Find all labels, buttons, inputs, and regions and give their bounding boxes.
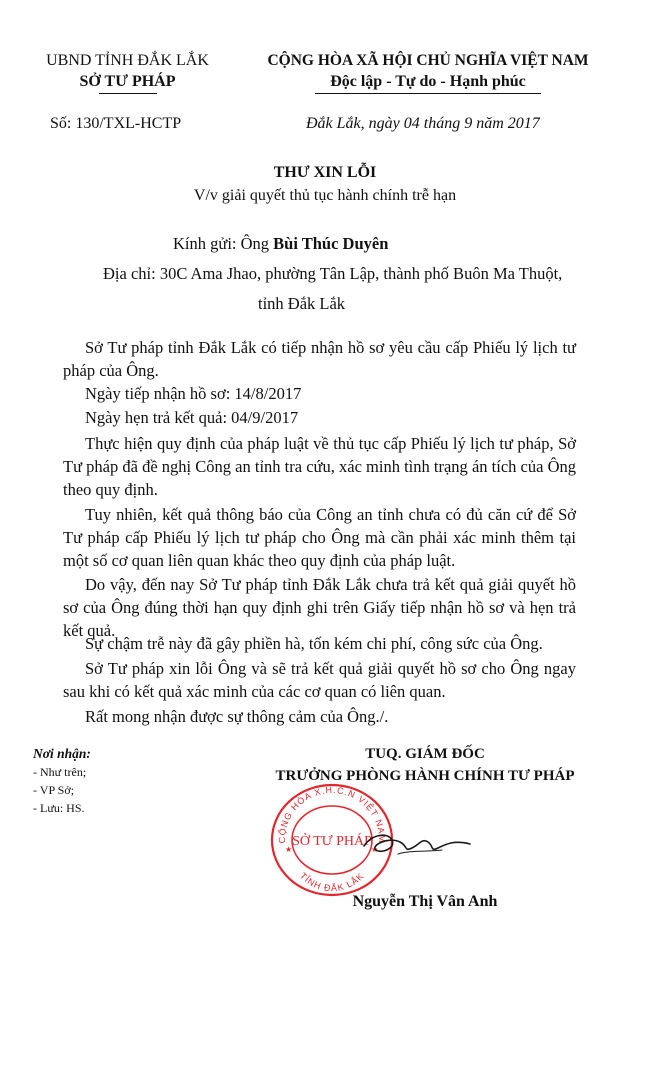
seal-star-right: ★	[371, 845, 379, 854]
paragraph-7: Rất mong nhận được sự thông cảm của Ông./.	[85, 707, 389, 726]
paragraph-5: Sự chậm trễ này đã gây phiền hà, tốn kém chi phí, công sức của Ông.	[85, 634, 543, 653]
due-date: Ngày hẹn trả kết quả: 04/9/2017	[85, 408, 299, 427]
nation-block	[246, 50, 610, 94]
paragraph-3: Tuy nhiên, kết quả thông báo của Công an tỉnh chưa có đủ căn cứ để Sở Tư pháp cấp Phiếu lý lịch tư pháp cho Ông mà cần phải xác minh thêm tại một số cơ quan liên quan khác theo quy định của pháp luật.	[63, 505, 576, 570]
paragraph-4: Do vậy, đến nay Sở Tư pháp tỉnh Đắk Lắk chưa trả kết quả giải quyết hồ sơ của Ông đúng thời hạn quy định ghi trên Giấy tiếp nhận hồ sơ và hẹn trả kết quả.	[63, 575, 576, 640]
signature-title-1: TUQ. GIÁM ĐỐC	[365, 746, 485, 762]
org-underline	[99, 93, 157, 94]
recipient-name: Bùi Thúc Duyên	[273, 234, 389, 253]
handwritten-signature	[358, 818, 478, 868]
greeting-prefix: Kính gửi: Ông	[173, 234, 274, 253]
recipient-item: - VP Sở;	[33, 783, 75, 797]
recipient-item: - Như trên;	[33, 765, 87, 779]
seal-star-left: ★	[285, 845, 293, 854]
recipient-address: Địa chỉ: 30C Ama Jhao, phường Tân Lập, thành phố Buôn Ma Thuột,	[103, 264, 563, 283]
motto: Độc lập - Tự do - Hạnh phúc	[330, 73, 526, 90]
department-name: SỞ TƯ PHÁP	[79, 73, 176, 90]
seal-ring-bottom: TỈNH ĐẮK LẮK	[297, 870, 367, 894]
recipients-label: Nơi nhận:	[33, 746, 91, 761]
place-date: Đắk Lắk, ngày 04 tháng 9 năm 2017	[306, 115, 540, 132]
org-block	[40, 50, 215, 94]
seal-center-text: SỞ TƯ PHÁP	[292, 834, 372, 849]
signer-name: Nguyễn Thị Vân Anh	[352, 893, 498, 910]
paragraph-1: Sở Tư pháp tỉnh Đắk Lắk có tiếp nhận hồ sơ yêu cầu cấp Phiếu lý lịch tư pháp của Ông.	[63, 338, 576, 380]
paragraph-6: Sở Tư pháp xin lỗi Ông và sẽ trả kết quả giải quyết hồ sơ cho Ông ngay sau khi có kết quả xác minh của các cơ quan có liên quan.	[63, 659, 576, 701]
seal-ring-top: CỘNG HÒA X.H.C.N VIỆT NAM	[276, 784, 388, 844]
recipients-block	[33, 745, 91, 817]
paragraph-2: Thực hiện quy định của pháp luật về thủ tục cấp Phiếu lý lịch tư pháp, Sở Tư pháp đã đề nghị Công an tỉnh tra cứu, xác minh tình trạng án tích của Ông theo quy định.	[63, 434, 576, 499]
org-name: UBND TỈNH ĐẮK LẮK	[46, 52, 209, 69]
letter-subject: V/v giải quyết thủ tục hành chính trễ hạn	[193, 187, 457, 204]
greeting	[173, 234, 388, 254]
motto-underline	[315, 93, 541, 94]
recipient-item: - Lưu: HS.	[33, 801, 85, 815]
received-date: Ngày tiếp nhận hồ sơ: 14/8/2017	[85, 384, 302, 403]
letter-title: THƯ XIN LỖI	[273, 164, 377, 181]
recipient-address-cont: tỉnh Đắk Lắk	[258, 294, 346, 313]
nation-title: CỘNG HÒA XÃ HỘI CHỦ NGHĨA VIỆT NAM	[267, 52, 589, 69]
document-number: Số: 130/TXL-HCTP	[50, 115, 182, 132]
signature-title-2: TRƯỞNG PHÒNG HÀNH CHÍNH TƯ PHÁP	[275, 768, 575, 784]
